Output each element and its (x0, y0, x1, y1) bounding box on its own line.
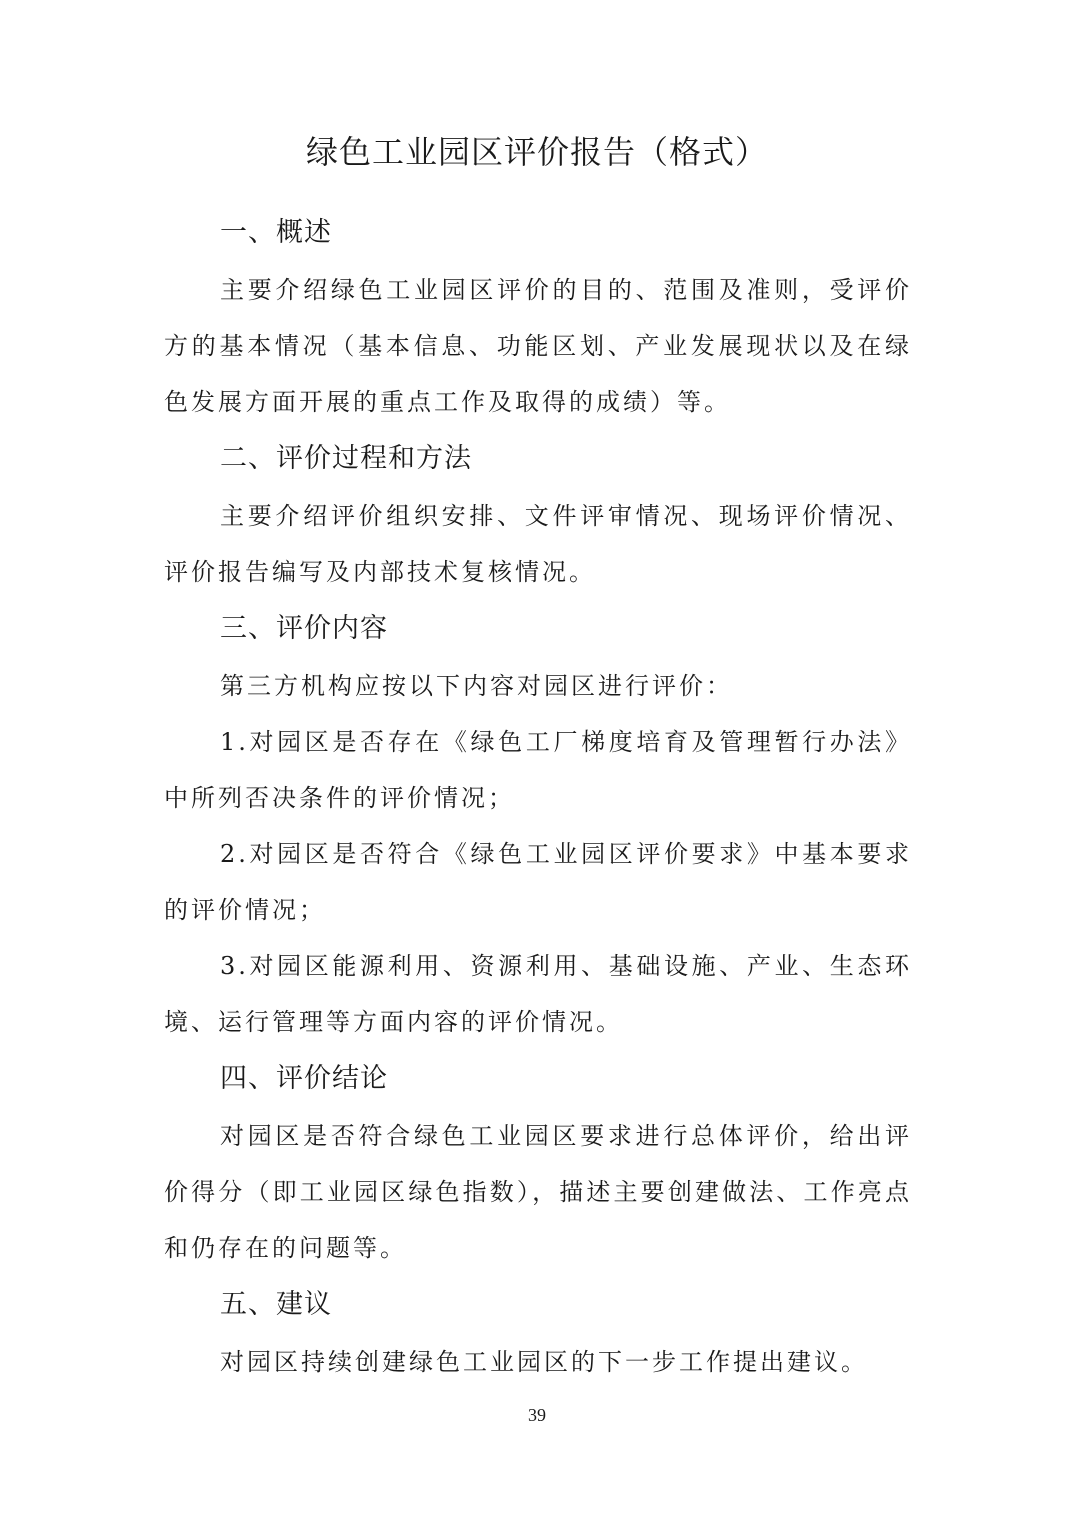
paragraph: 主要介绍评价组织安排、文件评审情况、现场评价情况、评价报告编写及内部技术复核情况。 (164, 502, 912, 586)
document-body (164, 204, 912, 1390)
section-heading: 四、评价结论 (220, 1063, 388, 1094)
section-heading: 二、评价过程和方法 (220, 443, 472, 474)
section-heading: 五、建议 (220, 1289, 332, 1320)
section-heading: 一、概述 (220, 217, 332, 248)
section-conclusion (164, 1050, 912, 1276)
paragraph: 第三方机构应按以下内容对园区进行评价： (220, 672, 733, 700)
section-overview (164, 204, 912, 430)
paragraph: 主要介绍绿色工业园区评价的目的、范围及准则，受评价方的基本情况（基本信息、功能区划、产业发展现状以及在绿色发展方面开展的重点工作及取得的成绩）等。 (164, 276, 912, 416)
section-suggestions (164, 1276, 912, 1390)
paragraph: 1.对园区是否存在《绿色工厂梯度培育及管理暂行办法》中所列否决条件的评价情况； (164, 728, 912, 812)
paragraph: 3.对园区能源利用、资源利用、基础设施、产业、生态环境、运行管理等方面内容的评价情况。 (164, 952, 912, 1036)
paragraph: 对园区是否符合绿色工业园区要求进行总体评价，给出评价得分（即工业园区绿色指数），描述主要创建做法、工作亮点和仍存在的问题等。 (164, 1122, 912, 1262)
paragraph: 对园区持续创建绿色工业园区的下一步工作提出建议。 (220, 1348, 868, 1376)
page-title: 绿色工业园区评价报告（格式） (305, 133, 768, 171)
section-process-methods (164, 430, 912, 600)
page-number: 39 (528, 1405, 546, 1425)
section-heading: 三、评价内容 (220, 613, 388, 644)
section-evaluation-content (164, 600, 912, 1050)
paragraph: 2.对园区是否符合《绿色工业园区评价要求》中基本要求的评价情况； (164, 840, 912, 924)
